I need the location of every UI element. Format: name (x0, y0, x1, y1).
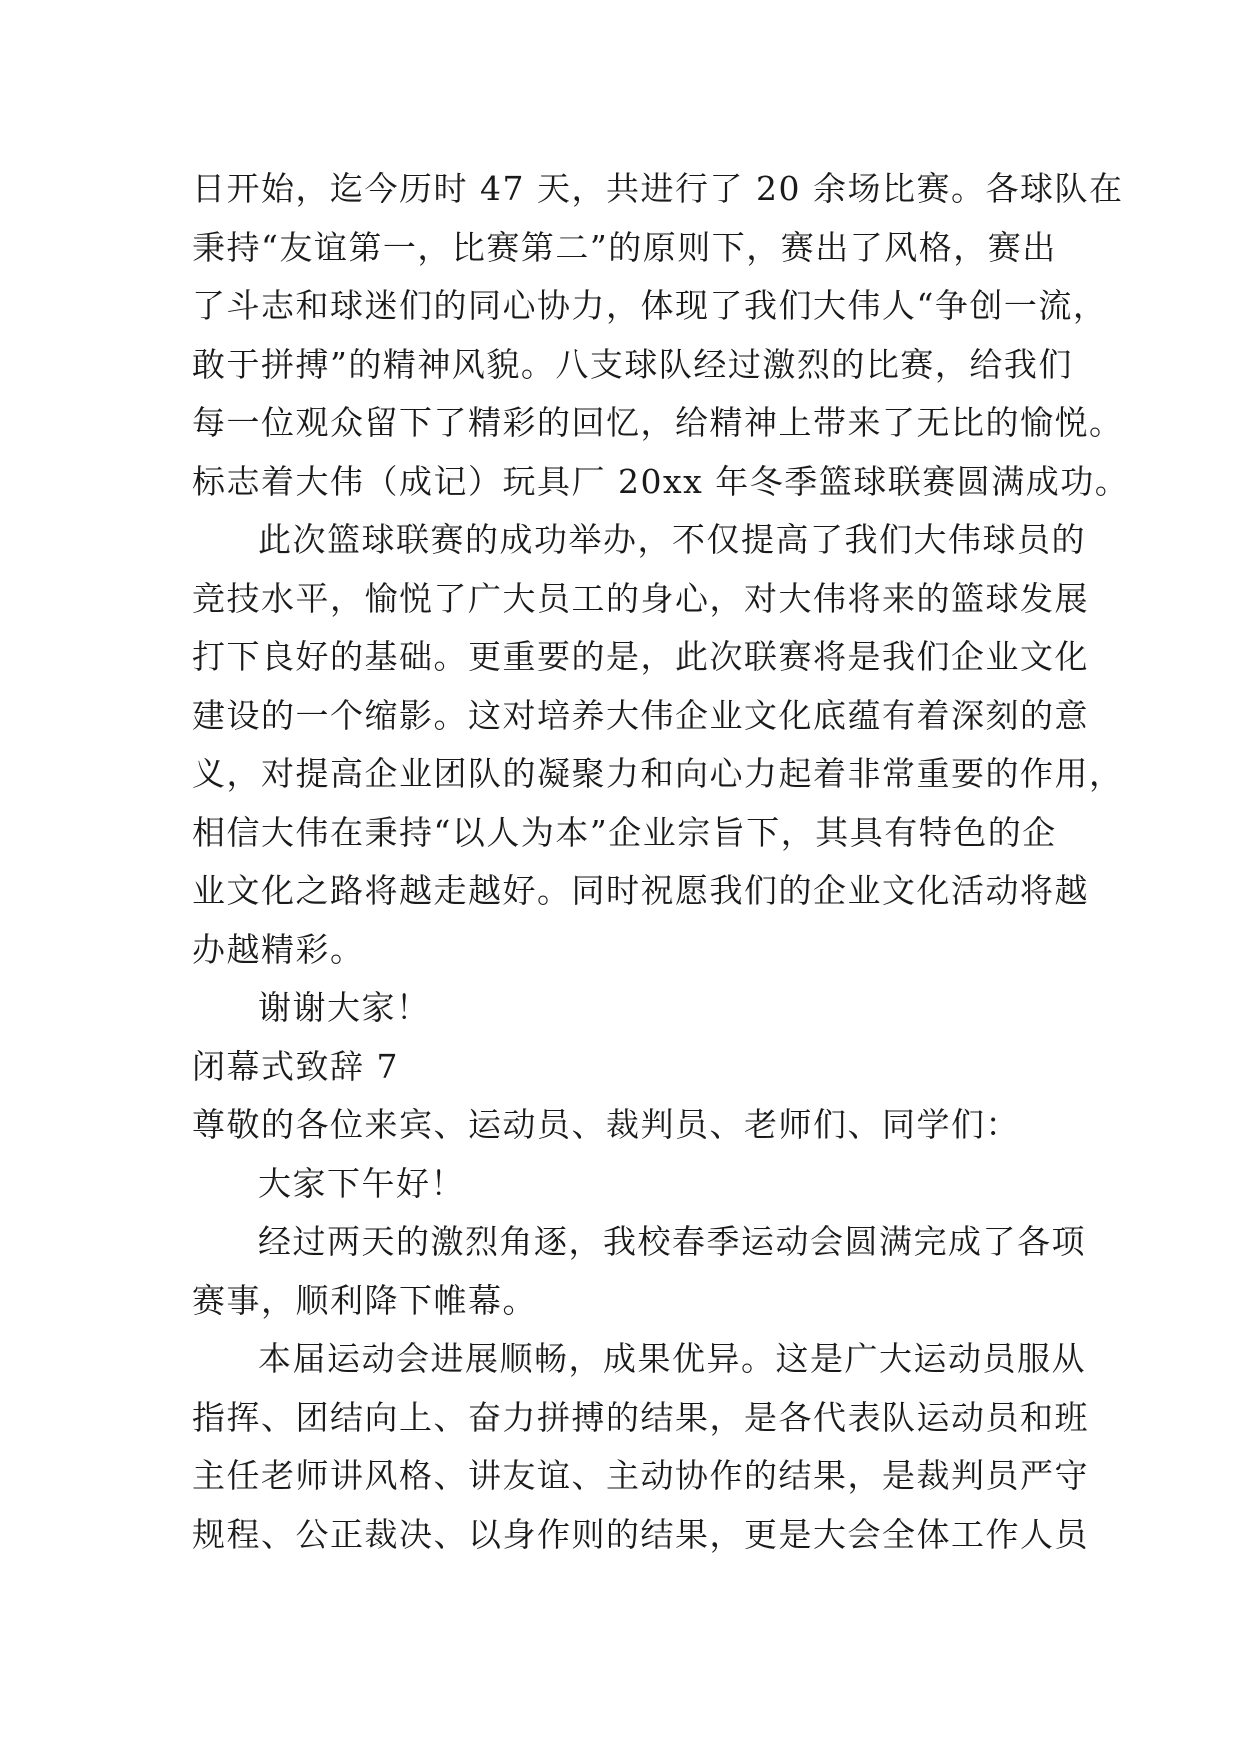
paragraph-line: 规程、公正裁决、以身作则的结果，更是大会全体工作人员 (192, 1514, 1089, 1554)
paragraph-line: 了斗志和球迷们的同心协力，体现了我们大伟人“争创一流， (192, 286, 1108, 325)
paragraph-line: 日开始，迄今历时 47 天，共进行了 20 余场比赛。各球队在 (192, 169, 1124, 208)
paragraph-line: 标志着大伟（成记）玩具厂 20xx 年冬季篮球联赛圆满成功。 (192, 461, 1130, 501)
salutation: 尊敬的各位来宾、运动员、裁判员、老师们、同学们： (192, 1105, 1020, 1144)
paragraph-line: 赛事，顺利降下帷幕。 (192, 1280, 537, 1320)
paragraph-line: 义，对提高企业团队的凝聚力和向心力起着非常重要的作用， (192, 754, 1124, 793)
section-heading: 闭幕式致辞 7 (192, 1046, 399, 1086)
paragraph-line: 秉持“友谊第一，比赛第二”的原则下，赛出了风格，赛出 (192, 227, 1057, 267)
paragraph-line: 业文化之路将越走越好。同时祝愿我们的企业文化活动将越 (192, 871, 1089, 910)
paragraph-line: 敢于拼搏”的精神风貌。八支球队经过激烈的比赛，给我们 (192, 344, 1073, 384)
paragraph-line: 打下良好的基础。更重要的是，此次联赛将是我们企业文化 (192, 637, 1089, 676)
paragraph-line: 办越精彩。 (192, 929, 365, 969)
paragraph-line: 经过两天的激烈角逐，我校春季运动会圆满完成了各项 (258, 1222, 1086, 1261)
paragraph-line: 竞技水平，愉悦了广大员工的身心，对大伟将来的篮球发展 (192, 578, 1089, 618)
greeting: 大家下午好！ (258, 1163, 465, 1203)
paragraph-line: 主任老师讲风格、讲友谊、主动协作的结果，是裁判员严守 (192, 1456, 1089, 1495)
paragraph-line: 每一位观众留下了精彩的回忆，给精神上带来了无比的愉悦。 (192, 403, 1124, 442)
paragraph-line: 本届运动会进展顺畅，成果优异。这是广大运动员服从 (258, 1339, 1086, 1378)
paragraph-line: 此次篮球联赛的成功举办，不仅提高了我们大伟球员的 (258, 520, 1086, 559)
paragraph-line: 建设的一个缩影。这对培养大伟企业文化底蕴有着深刻的意 (192, 695, 1089, 735)
paragraph-line: 指挥、团结向上、奋力拼搏的结果，是各代表队运动员和班 (192, 1397, 1089, 1437)
paragraph-line: 相信大伟在秉持“以人为本”企业宗旨下，其具有特色的企 (192, 812, 1057, 852)
document-body (192, 160, 1130, 1564)
closing-thanks: 谢谢大家！ (258, 988, 431, 1027)
